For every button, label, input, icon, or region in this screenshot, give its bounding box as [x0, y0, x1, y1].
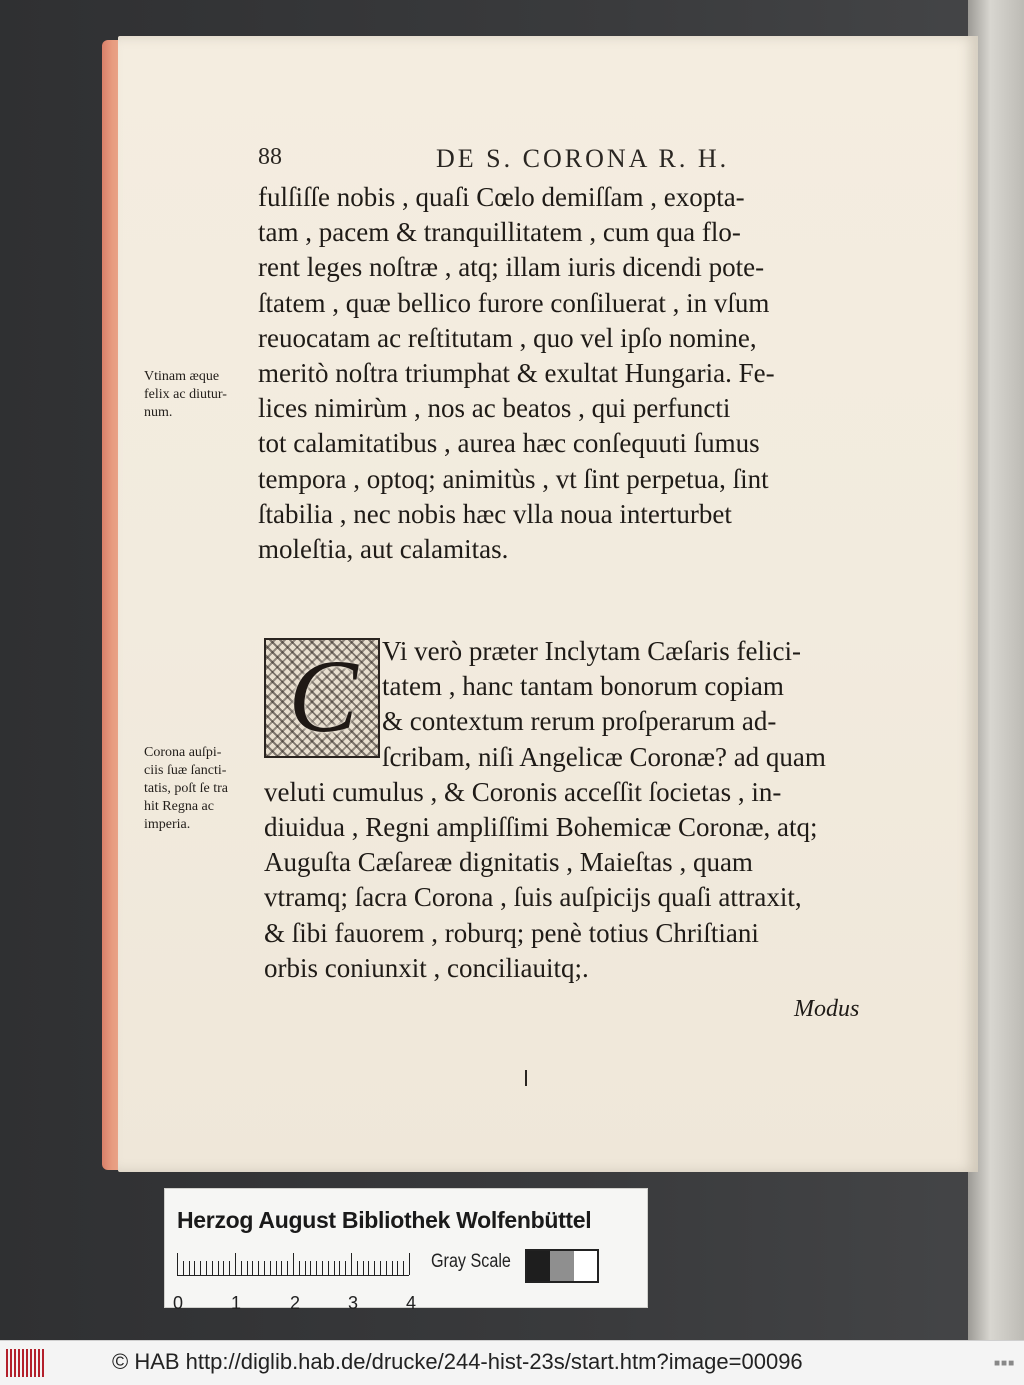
ruler-number: 1 — [231, 1293, 242, 1313]
ruler-tick — [247, 1261, 248, 1275]
text-line: & contextum rerum proſperarum ad- — [382, 706, 777, 737]
ruler-tick — [386, 1261, 387, 1275]
ruler-tick — [328, 1261, 329, 1275]
ruler-tick — [264, 1261, 265, 1275]
text-line: fulſiſſe nobis , quaſi Cœlo demiſſam , exopta- — [258, 182, 745, 212]
ruler-tick — [310, 1261, 311, 1275]
text-line: ſcribam, niſi Angelicæ Coronæ? ad quam — [382, 741, 826, 772]
ruler-tick — [223, 1261, 224, 1275]
ruler-tick — [339, 1261, 340, 1275]
ruler-tick — [235, 1253, 236, 1275]
text-line: tatis, poſt ſe tra — [144, 781, 228, 796]
corner-icon: ■■■ — [994, 1358, 1016, 1369]
gray-swatch — [574, 1251, 597, 1281]
text-line: Auguſta Cæſareæ dignitatis , Maieſtas , quam — [264, 847, 753, 878]
ruler-tick — [363, 1261, 364, 1275]
text-line: vtramq; ſacra Corona , ſuis auſpicijs quaſi attraxit, — [264, 882, 802, 913]
ruler-tick — [189, 1261, 190, 1275]
gray-scale-label: Gray Scale — [431, 1251, 511, 1272]
text-line: rent leges noſtræ , atq; illam iuris dicendi pote- — [258, 252, 765, 283]
ruler-tick — [281, 1261, 282, 1275]
text-line: veluti cumulus , & Coronis acceſſit ſocietas , in- — [264, 776, 782, 807]
ruler-tick — [200, 1261, 201, 1275]
text-line: imperia. — [144, 817, 191, 832]
catchword: Modus — [794, 996, 860, 1022]
text-line: ſtabilia , nec nobis hæc vlla noua interturbet — [258, 498, 732, 529]
ruler-tick — [299, 1261, 300, 1275]
page-number: 88 — [258, 144, 282, 170]
text-line: Corona auſpi- — [144, 745, 222, 760]
ruler-tick — [241, 1261, 242, 1275]
color-reference-card — [164, 1188, 648, 1313]
text-line: tam , pacem & tranquillitatem , cum qua flo- — [258, 217, 741, 248]
margin-note-1 — [144, 368, 262, 422]
ruler-number: 0 — [173, 1293, 184, 1313]
footer-bar — [0, 1340, 1024, 1385]
ruler-tick — [374, 1261, 375, 1275]
ruler-tick — [270, 1261, 271, 1275]
ruler-tick — [357, 1261, 358, 1275]
text-line: tatem , hanc tantam bonorum copiam — [382, 671, 784, 702]
ruler-tick — [258, 1261, 259, 1275]
text-line: num. — [144, 405, 173, 420]
copyright-url[interactable]: © HAB http://diglib.hab.de/drucke/244-hist-23s/start.htm?image=00096 — [112, 1349, 803, 1374]
institution-name: Herzog August Bibliothek Wolfenbüttel — [177, 1207, 592, 1233]
text-line: & ſibi fauorem , roburq; penè totius Chriſtiani — [264, 917, 759, 948]
text-line: Vtinam æque — [144, 369, 220, 384]
ruler-tick — [351, 1253, 352, 1275]
text-line: hit Regna ac — [144, 799, 214, 814]
ruler-tick — [316, 1261, 317, 1275]
running-head — [258, 140, 878, 180]
margin-note-2 — [144, 744, 262, 834]
ruler-tick — [206, 1261, 207, 1275]
text-line: ſtatem , quæ bellico furore conſiluerat , in vſum — [258, 287, 770, 318]
text-line: tot calamitatibus , aurea hæc conſequuti ſumus — [258, 428, 760, 459]
ruler-tick — [252, 1261, 253, 1275]
ruler-tick — [212, 1261, 213, 1275]
text-line: lices nimirùm , nos ac beatos , qui perfuncti — [258, 393, 731, 424]
running-title: DE S. CORONA R. H. — [436, 144, 730, 173]
ruler-tick — [409, 1253, 410, 1275]
ruler-tick — [194, 1261, 195, 1275]
ruler-tick — [183, 1261, 184, 1275]
text-line: orbis coniunxit , conciliauitq;. — [264, 952, 589, 983]
text-line: tempora , optoq; animitùs , vt ſint perpetua, ſint — [258, 463, 769, 494]
ruler-tick — [392, 1261, 393, 1275]
ruler-tick — [403, 1261, 404, 1275]
ruler-tick — [276, 1261, 277, 1275]
ruler-tick — [229, 1261, 230, 1275]
text-line: ciis ſuæ ſancti- — [144, 763, 227, 778]
text-line: diuidua , Regni ampliſſimi Bohemicæ Coronæ, atq; — [264, 811, 818, 842]
paragraph-1 — [258, 180, 868, 567]
ruler-tick — [345, 1261, 346, 1275]
scale-ruler — [177, 1253, 415, 1283]
ruler-tick — [218, 1261, 219, 1275]
paragraph-2 — [264, 634, 870, 986]
ruler-tick — [334, 1261, 335, 1275]
initial-letter: C — [288, 639, 358, 754]
text-line: meritò noſtra triumphat & exultat Hungaria. Fe- — [258, 357, 775, 388]
barcode-logo-icon — [6, 1349, 46, 1377]
ruler-tick — [322, 1261, 323, 1275]
ruler-tick — [368, 1261, 369, 1275]
print-mark — [525, 1070, 527, 1086]
text-line: felix ac diutur- — [144, 387, 227, 402]
gray-swatch — [527, 1251, 550, 1281]
ruler-tick — [177, 1253, 178, 1275]
ruler-baseline — [177, 1275, 409, 1276]
ruler-tick — [287, 1261, 288, 1275]
ruler-number: 2 — [290, 1293, 301, 1313]
text-line: moleſtia, aut calamitas. — [258, 533, 509, 564]
text-line: reuocatam ac reſtitutam , quo vel ipſo nomine, — [258, 322, 757, 353]
ruler-tick — [293, 1253, 294, 1275]
gray-swatch — [550, 1251, 573, 1281]
ruler-number: 4 — [406, 1293, 417, 1313]
ruler-tick — [397, 1261, 398, 1275]
ruler-number: 3 — [348, 1293, 359, 1313]
text-line: Vi verò præter Inclytam Cæſaris felici- — [382, 636, 802, 666]
ruler-tick — [380, 1261, 381, 1275]
gray-scale-swatches — [525, 1249, 599, 1283]
ruler-tick — [305, 1261, 306, 1275]
